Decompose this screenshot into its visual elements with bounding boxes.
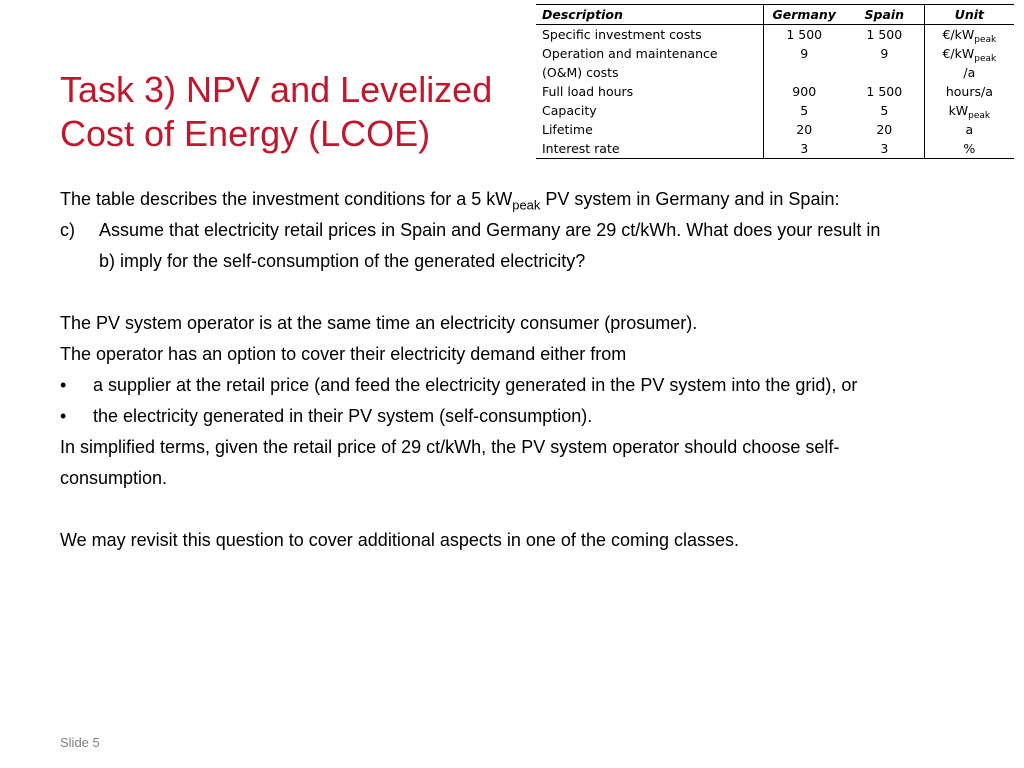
unit-subscript: peak	[968, 111, 991, 122]
header-germany: Germany	[763, 5, 845, 25]
row-description	[536, 44, 763, 82]
bullet-icon: •	[60, 406, 67, 426]
bullet-item-supplier	[60, 370, 990, 401]
row-germany-value: 9	[800, 46, 809, 61]
spacer	[60, 277, 990, 308]
row-germany-value: 3	[800, 141, 809, 156]
row-germany-value: 1 500	[786, 27, 823, 42]
row-spain-value: 3	[880, 141, 889, 156]
row-germany-value: 20	[796, 122, 813, 137]
row-description: Specific investment costs	[536, 25, 763, 45]
slide-title	[60, 68, 500, 156]
bullet-icon: •	[60, 375, 67, 395]
task-c-marker: c)	[60, 220, 75, 240]
row-unit	[924, 25, 1014, 45]
slide-number: Slide 5	[60, 735, 100, 750]
unit-subscript: peak	[974, 54, 997, 65]
revisit-paragraph: We may revisit this question to cover additional aspects in one of the coming classes.	[60, 530, 740, 550]
task-c-line-2: b) imply for the self-consumption of the generated electricity?	[99, 251, 586, 271]
header-unit: Unit	[924, 5, 1014, 25]
row-spain-value: 9	[880, 46, 889, 61]
table-header-row	[536, 5, 1014, 25]
table-row	[536, 82, 1014, 101]
task-c-line-1	[60, 215, 990, 246]
conclusion-line-2: consumption.	[60, 468, 168, 488]
investment-conditions-table	[536, 4, 1014, 159]
row-unit: %	[924, 139, 1014, 159]
row-germany-value: 5	[800, 103, 809, 118]
row-unit	[924, 44, 1014, 82]
row-spain-value: 1 500	[866, 27, 903, 42]
row-description: Interest rate	[536, 139, 763, 159]
task-c-text: Assume that electricity retail prices in Spain and Germany are 29 ct/kWh. What does your result in	[99, 220, 881, 240]
conclusion-line-1: In simplified terms, given the retail price of 29 ct/kWh, the PV system operator should choose self-	[60, 437, 840, 457]
prosumer-paragraph: The PV system operator is at the same time an electricity consumer (prosumer).	[60, 313, 698, 333]
row-unit	[924, 101, 1014, 120]
options-paragraph: The operator has an option to cover their electricity demand either from	[60, 344, 627, 364]
row-unit: hours/a	[924, 82, 1014, 101]
row-spain-value: 1 500	[866, 84, 903, 99]
row-description: Lifetime	[536, 120, 763, 139]
slide-title-line-2: Cost of Energy (LCOE)	[60, 113, 431, 154]
row-spain-value: 20	[876, 122, 893, 137]
row-description-line-1: Operation and maintenance	[542, 46, 718, 61]
table-row	[536, 25, 1014, 45]
slide-body	[60, 184, 990, 556]
header-description: Description	[536, 5, 763, 25]
row-description-line-2: (O&M) costs	[542, 65, 619, 80]
slide-title-line-1: Task 3) NPV and Levelized	[60, 69, 493, 110]
row-unit: a	[924, 120, 1014, 139]
intro-text-end: PV system in Germany and in Spain:	[540, 189, 840, 209]
unit-subscript: peak	[974, 35, 997, 46]
row-spain-value: 5	[880, 103, 889, 118]
unit-text: €/kW	[942, 27, 975, 42]
unit-line-2: /a	[963, 65, 976, 80]
intro-paragraph	[60, 184, 990, 215]
intro-text: The table describes the investment conditions for a 5 kW	[60, 189, 513, 209]
spacer	[60, 494, 990, 525]
intro-subscript: peak	[512, 197, 541, 213]
row-description: Full load hours	[536, 82, 763, 101]
bullet-item-self-consumption	[60, 401, 990, 432]
row-germany-value: 900	[792, 84, 817, 99]
table-row	[536, 101, 1014, 120]
table-row	[536, 44, 1014, 82]
unit-text: kW	[948, 103, 969, 118]
table-row	[536, 120, 1014, 139]
header-spain: Spain	[845, 5, 924, 25]
unit-text: €/kW	[942, 46, 975, 61]
row-description: Capacity	[536, 101, 763, 120]
table-row	[536, 139, 1014, 159]
bullet-text: a supplier at the retail price (and feed the electricity generated in the PV system into the grid), or	[93, 375, 858, 395]
bullet-text: the electricity generated in their PV system (self-consumption).	[93, 406, 593, 426]
